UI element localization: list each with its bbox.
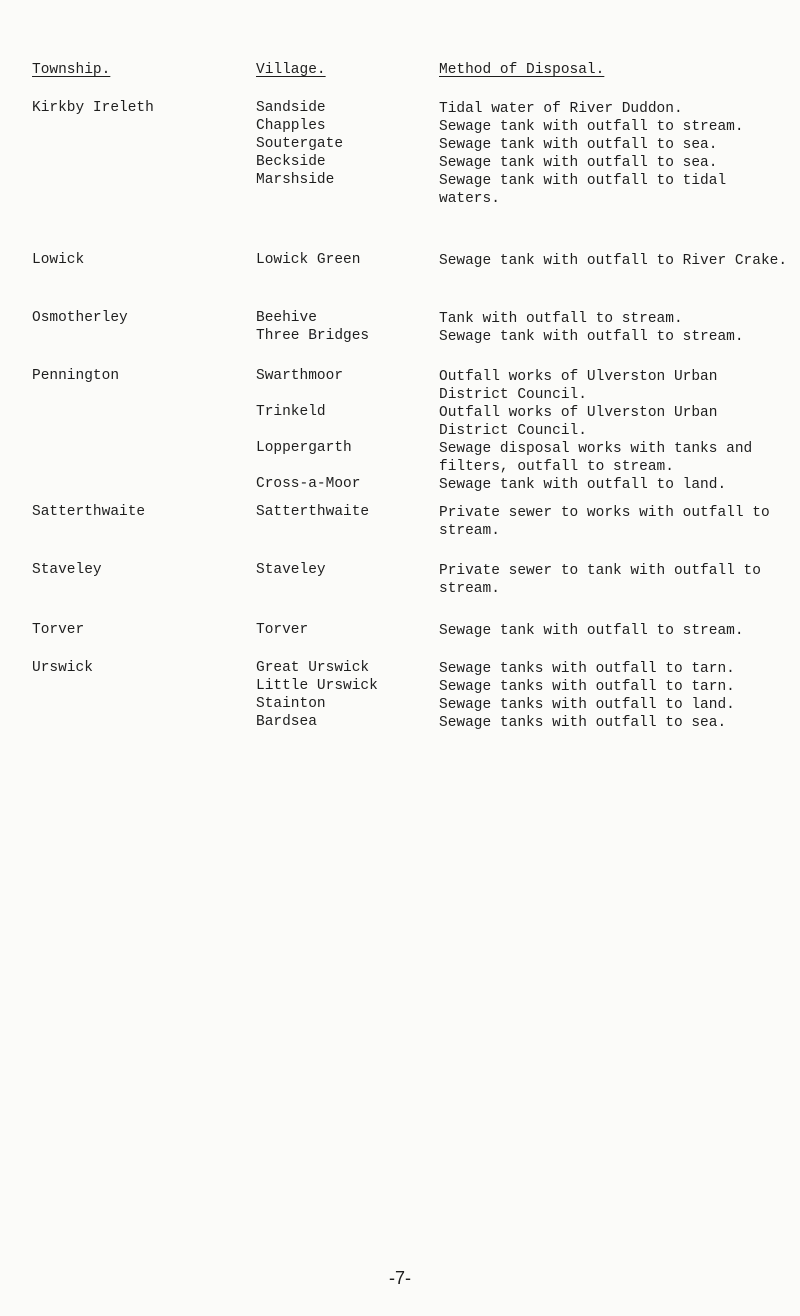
disposal-method: Sewage tank with outfall to tidal waters. bbox=[439, 173, 727, 207]
column-header-township: Township. bbox=[32, 62, 111, 78]
village-entry bbox=[0, 368, 800, 404]
village-entry bbox=[0, 100, 800, 118]
village-entry bbox=[0, 476, 800, 494]
village-name: Staveley bbox=[256, 562, 326, 578]
village-entry bbox=[0, 172, 800, 208]
disposal-method: Sewage tanks with outfall to land. bbox=[439, 697, 735, 713]
disposal-method: Tank with outfall to stream. bbox=[439, 311, 683, 327]
village-entry bbox=[0, 622, 800, 640]
village-entry bbox=[0, 660, 800, 678]
disposal-method: Outfall works of Ulverston Urban District Council. bbox=[439, 405, 718, 439]
village-entry bbox=[0, 252, 800, 270]
village-entry bbox=[0, 118, 800, 136]
disposal-method: Private sewer to works with outfall to stream. bbox=[439, 505, 770, 539]
disposal-method: Sewage tanks with outfall to tarn. bbox=[439, 661, 735, 677]
disposal-method: Sewage tank with outfall to River Crake. bbox=[439, 253, 788, 269]
disposal-method: Sewage tank with outfall to stream. bbox=[439, 119, 744, 135]
township-name: Kirkby Ireleth bbox=[32, 100, 154, 116]
township-name: Urswick bbox=[32, 660, 93, 676]
village-name: Lowick Green bbox=[256, 252, 361, 268]
village-entries bbox=[0, 562, 800, 598]
village-entry bbox=[0, 504, 800, 540]
disposal-method: Outfall works of Ulverston Urban District Council. bbox=[439, 369, 718, 403]
village-entries bbox=[0, 252, 800, 270]
village-entry bbox=[0, 310, 800, 328]
village-entries bbox=[0, 622, 800, 640]
village-name: Chapples bbox=[256, 118, 326, 134]
village-name: Marshside bbox=[256, 172, 335, 188]
village-entry bbox=[0, 678, 800, 696]
village-entries bbox=[0, 100, 800, 208]
village-name: Loppergarth bbox=[256, 440, 352, 456]
village-name: Swarthmoor bbox=[256, 368, 344, 384]
village-entries bbox=[0, 368, 800, 494]
disposal-method: Tidal water of River Duddon. bbox=[439, 101, 683, 117]
village-entry bbox=[0, 154, 800, 172]
village-entries bbox=[0, 310, 800, 346]
village-entry bbox=[0, 404, 800, 440]
disposal-method: Sewage disposal works with tanks and filters, outfall to stream. bbox=[439, 441, 753, 475]
village-entry bbox=[0, 714, 800, 732]
village-name: Bardsea bbox=[256, 714, 317, 730]
column-header-village: Village. bbox=[256, 62, 326, 78]
village-entry bbox=[0, 562, 800, 598]
village-name: Soutergate bbox=[256, 136, 344, 152]
village-name: Cross-a-Moor bbox=[256, 476, 361, 492]
village-name: Beckside bbox=[256, 154, 326, 170]
township-name: Torver bbox=[32, 622, 85, 638]
page-number: -7- bbox=[389, 1268, 411, 1288]
disposal-method: Sewage tank with outfall to sea. bbox=[439, 137, 718, 153]
disposal-method: Sewage tanks with outfall to tarn. bbox=[439, 679, 735, 695]
disposal-method: Sewage tanks with outfall to sea. bbox=[439, 715, 727, 731]
township-name: Osmotherley bbox=[32, 310, 128, 326]
disposal-method: Sewage tank with outfall to stream. bbox=[439, 329, 744, 345]
village-entry bbox=[0, 136, 800, 154]
village-name: Little Urswick bbox=[256, 678, 378, 694]
village-entries bbox=[0, 660, 800, 732]
village-entries bbox=[0, 504, 800, 540]
township-name: Staveley bbox=[32, 562, 102, 578]
village-entry bbox=[0, 696, 800, 714]
disposal-method: Private sewer to tank with outfall to stream. bbox=[439, 563, 761, 597]
village-name: Three Bridges bbox=[256, 328, 370, 344]
village-name: Sandside bbox=[256, 100, 326, 116]
village-name: Satterthwaite bbox=[256, 504, 370, 520]
village-name: Beehive bbox=[256, 310, 317, 326]
disposal-method: Sewage tank with outfall to land. bbox=[439, 477, 727, 493]
village-entry bbox=[0, 440, 800, 476]
village-name: Stainton bbox=[256, 696, 326, 712]
township-name: Pennington bbox=[32, 368, 120, 384]
disposal-method: Sewage tank with outfall to stream. bbox=[439, 623, 744, 639]
village-entry bbox=[0, 328, 800, 346]
township-name: Lowick bbox=[32, 252, 85, 268]
column-header-method: Method of Disposal. bbox=[439, 62, 605, 78]
township-name: Satterthwaite bbox=[32, 504, 146, 520]
village-name: Great Urswick bbox=[256, 660, 370, 676]
disposal-method: Sewage tank with outfall to sea. bbox=[439, 155, 718, 171]
village-name: Torver bbox=[256, 622, 309, 638]
village-name: Trinkeld bbox=[256, 404, 326, 420]
